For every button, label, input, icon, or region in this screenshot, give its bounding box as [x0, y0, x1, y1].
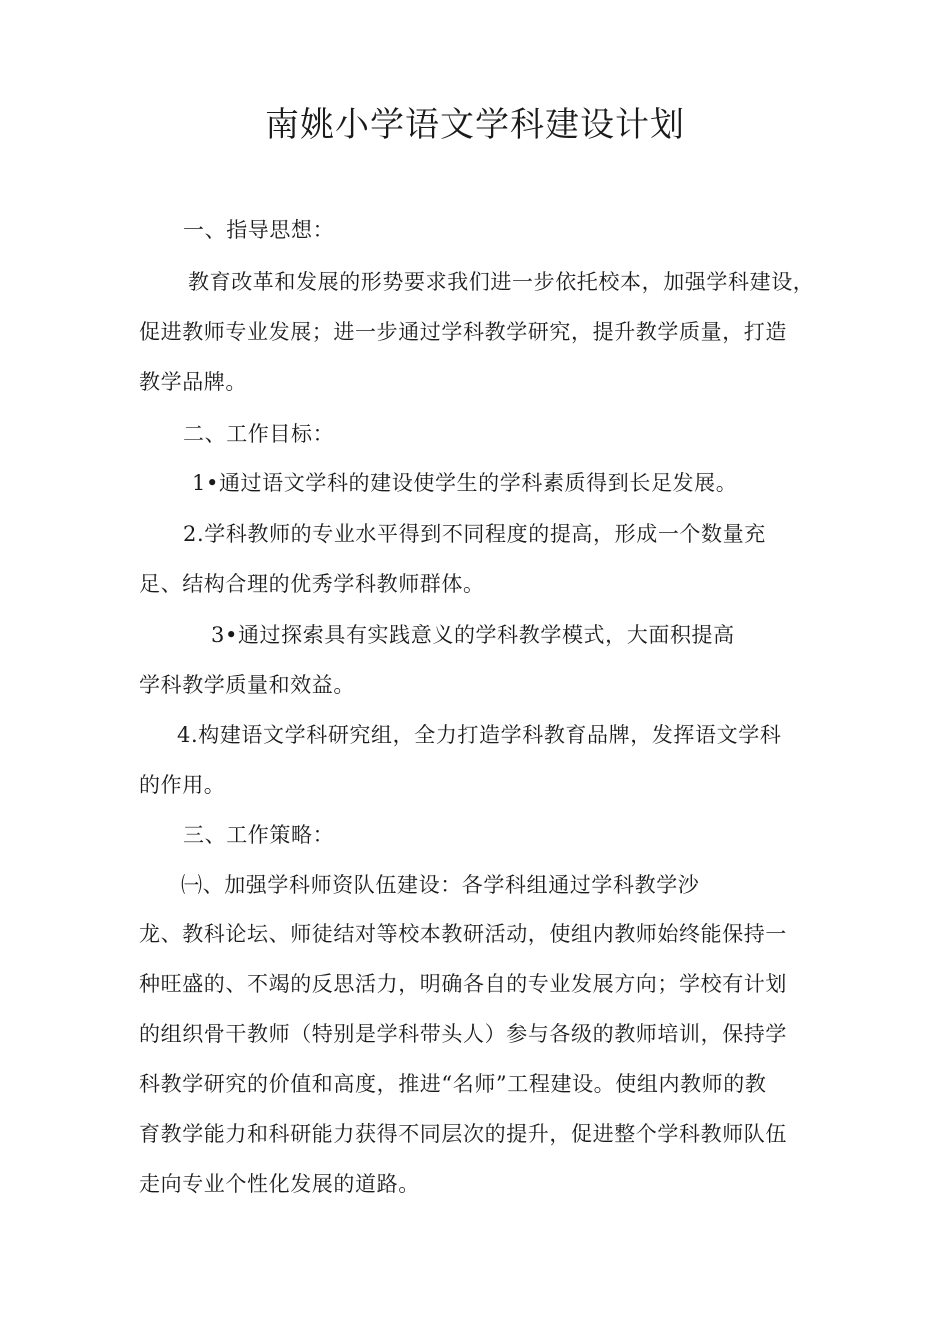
goal-item-1: 1•通过语文学科的建设使学生的学科素质得到长足发展。	[192, 471, 738, 495]
strategy-paragraph-line: 科教学研究的价值和高度，推进“名师”工程建设。使组内教师的教	[139, 1072, 767, 1096]
strategy-paragraph-line: ㈠、加强学科师资队伍建设：各学科组通过学科教学沙	[181, 873, 700, 897]
goal-item-4-line: 4.构建语文学科研究组，全力打造学科教育品牌，发挥语文学科	[177, 723, 782, 747]
strategy-paragraph-line: 龙、教科论坛、师徒结对等校本教研活动，使组内教师始终能保持一	[139, 922, 787, 946]
paragraph-line: 教学品牌。	[139, 370, 247, 394]
paragraph-line: 教育改革和发展的形势要求我们进一步依托校本，加强学科建设，	[188, 270, 815, 294]
section-heading-work-goals: 二、工作目标：	[183, 422, 335, 446]
section-heading-guiding-ideology: 一、指导思想：	[183, 218, 335, 242]
strategy-paragraph-line: 种旺盛的、不竭的反思活力，明确各自的专业发展方向；学校有计划	[139, 972, 787, 996]
goal-item-3-line: 3•通过探索具有实践意义的学科教学模式，大面积提高	[211, 623, 735, 647]
strategy-paragraph-line: 的组织骨干教师（特别是学科带头人）参与各级的教师培训，保持学	[139, 1022, 787, 1046]
strategy-paragraph-line: 育教学能力和科研能力获得不同层次的提升，促进整个学科教师队伍	[139, 1122, 787, 1146]
goal-item-2-line: 足、结构合理的优秀学科教师群体。	[139, 572, 485, 596]
strategy-paragraph-line: 走向专业个性化发展的道路。	[139, 1172, 420, 1196]
section-heading-work-strategy: 三、工作策略：	[183, 823, 335, 847]
document-title: 南姚小学语文学科建设计划	[265, 105, 685, 145]
goal-item-4-line: 的作用。	[139, 773, 226, 797]
goal-item-2-line: 2.学科教师的专业水平得到不同程度的提高，形成一个数量充	[183, 522, 766, 546]
goal-item-3-line: 学科教学质量和效益。	[139, 673, 355, 697]
paragraph-line: 促进教师专业发展；进一步通过学科教学研究，提升教学质量，打造	[139, 320, 787, 344]
